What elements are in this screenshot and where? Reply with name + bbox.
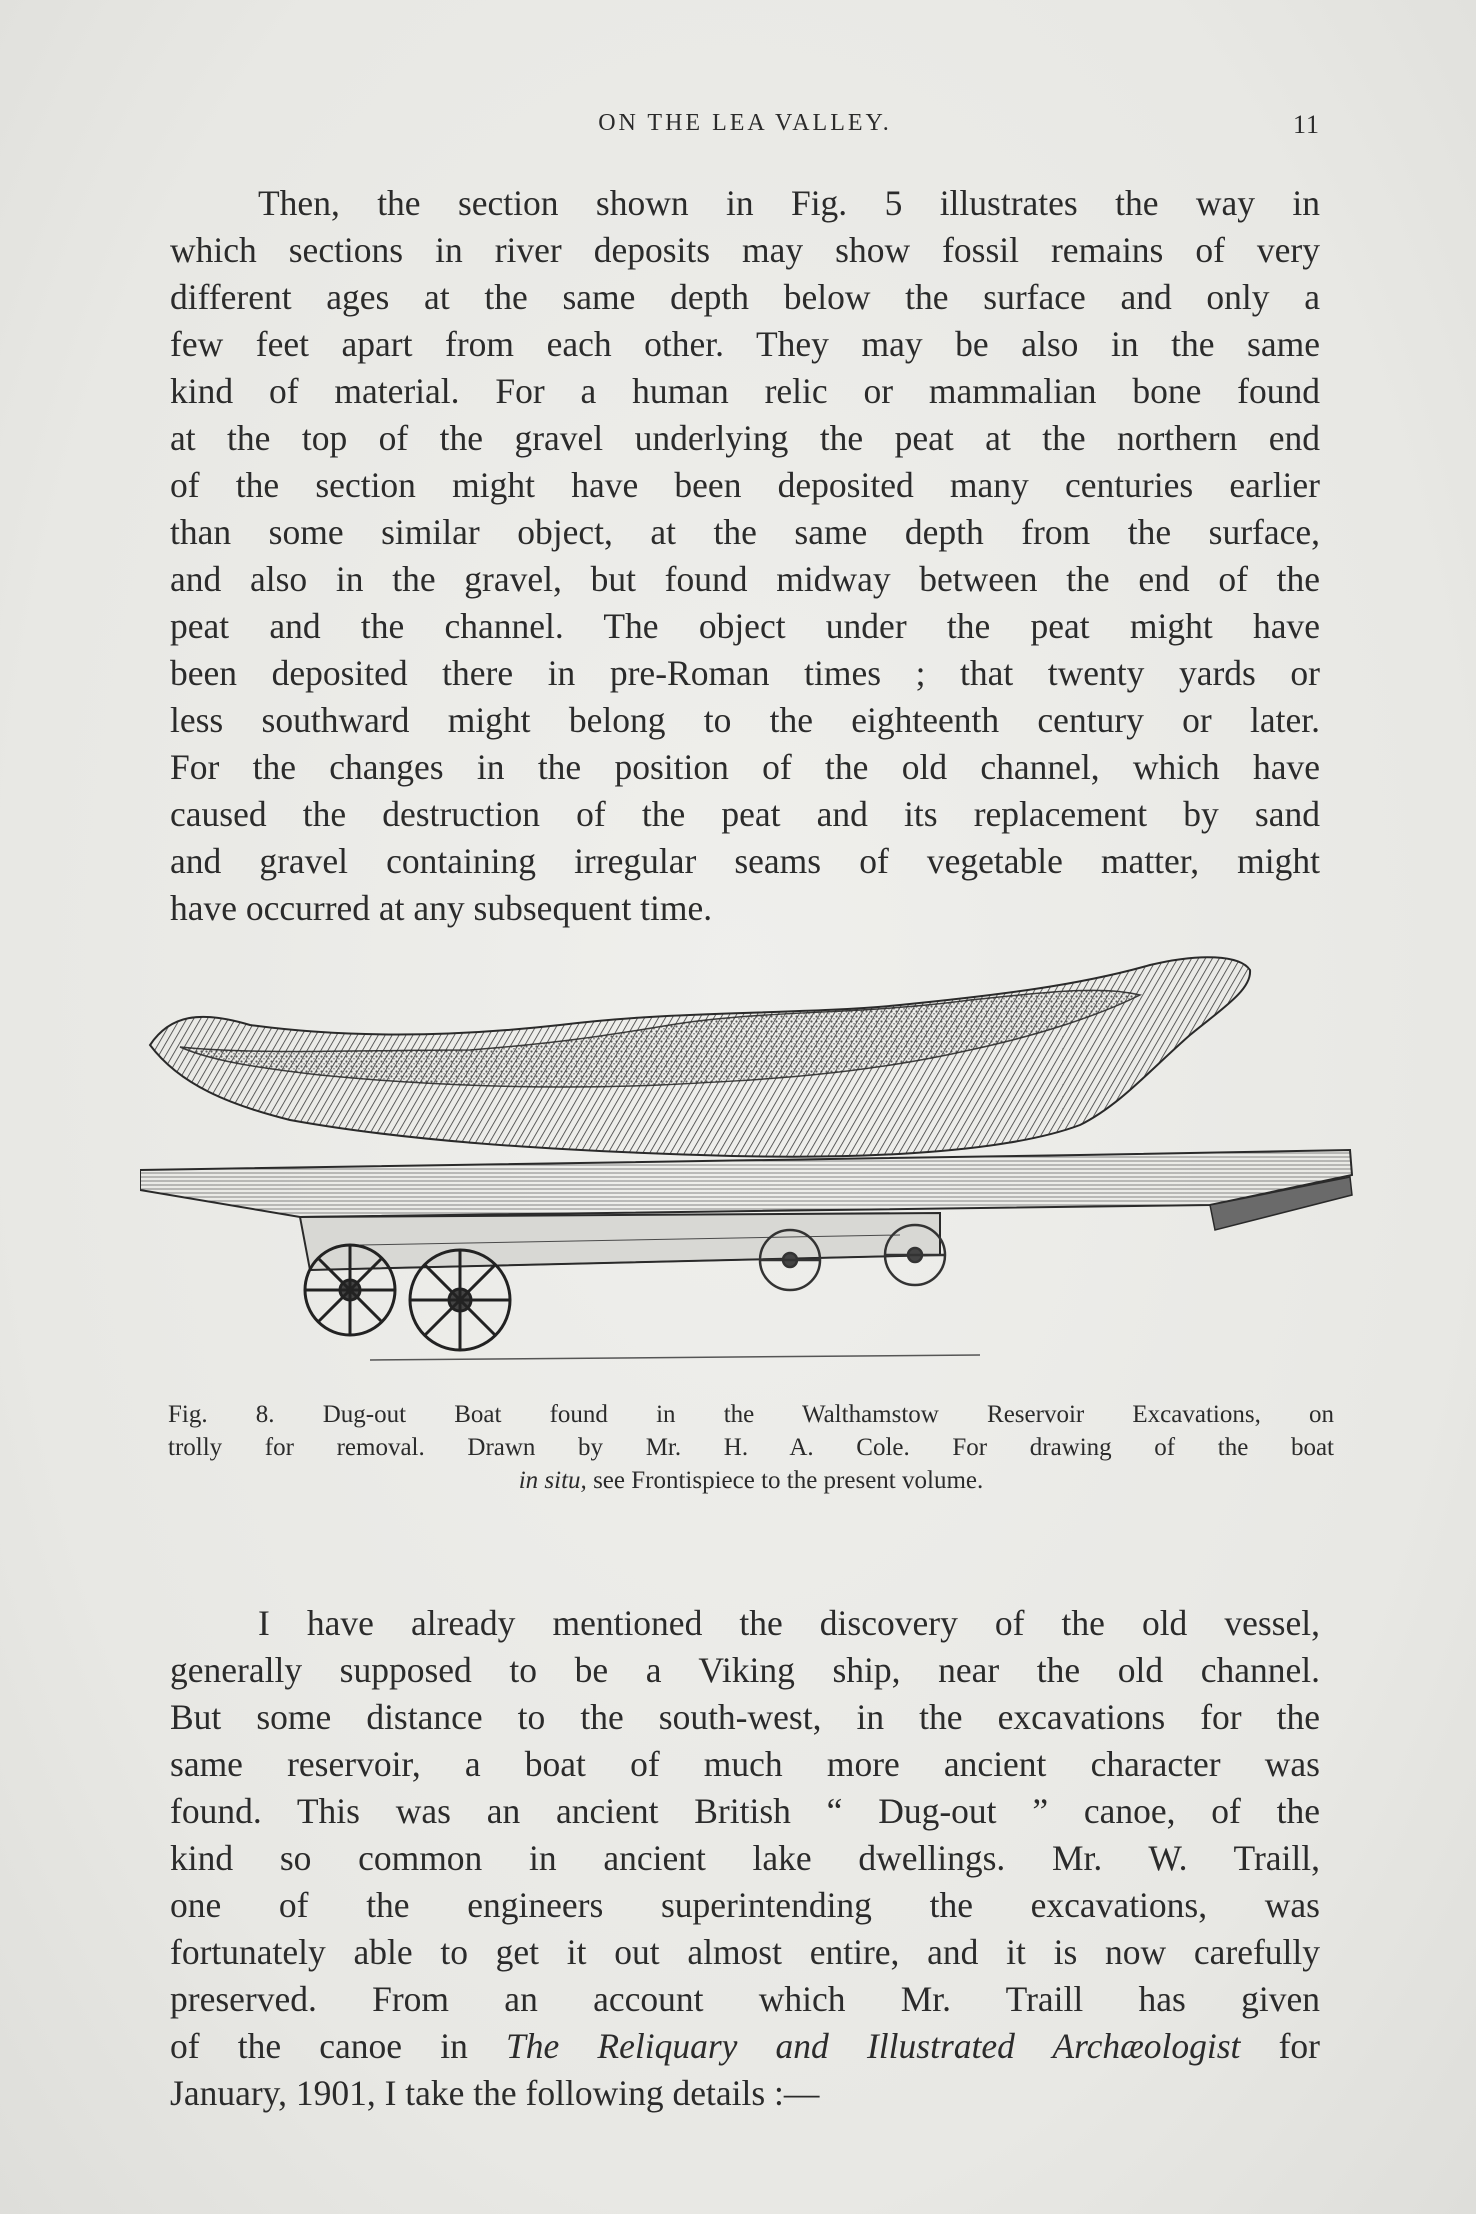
text-line: January, 1901, I take the following details :— bbox=[170, 2073, 820, 2113]
ground-line bbox=[370, 1355, 980, 1360]
text-line: For the changes in the position of the old channel, which have bbox=[170, 747, 1320, 787]
caption-line: trolly for removal. Drawn by Mr. H. A. Cole. For drawing of the boat bbox=[168, 1434, 1334, 1461]
text-line: same reservoir, a boat of much more ancient character was bbox=[170, 1744, 1320, 1784]
trolly-planks bbox=[140, 1150, 1352, 1217]
text-line: generally supposed to be a Viking ship, near the old channel. bbox=[170, 1650, 1320, 1690]
text-line: than some similar object, at the same depth from the surface, bbox=[170, 512, 1320, 552]
text-line: one of the engineers superintending the excavations, was bbox=[170, 1885, 1320, 1925]
running-head bbox=[170, 110, 1320, 150]
page-number: 11 bbox=[1292, 110, 1320, 139]
text-line: at the top of the gravel underlying the peat at the northern end bbox=[170, 418, 1320, 458]
text-line: which sections in river deposits may show fossil remains of very bbox=[170, 230, 1320, 270]
journal-title: The Reliquary and Illustrated Archæologist bbox=[505, 2026, 1241, 2066]
caption-line: Fig. 8. Dug-out Boat found in the Walthamstow Reservoir Excavations, on bbox=[168, 1401, 1334, 1428]
text-line: But some distance to the south-west, in the excavations for the bbox=[170, 1697, 1320, 1737]
figure-caption bbox=[168, 1398, 1334, 1497]
text-line: preserved. From an account which Mr. Traill has given bbox=[170, 1979, 1320, 2019]
text-line: few feet apart from each other. They may be also in the same bbox=[170, 324, 1320, 364]
trolly-wheel bbox=[410, 1250, 510, 1350]
text-segment: of the canoe in bbox=[170, 2026, 506, 2066]
text-line: kind of material. For a human relic or mammalian bone found bbox=[170, 371, 1320, 411]
text-line: caused the destruction of the peat and its replacement by sand bbox=[170, 794, 1320, 834]
text-line: and also in the gravel, but found midway between the end of the bbox=[170, 559, 1320, 599]
paragraph-2 bbox=[170, 1600, 1320, 2117]
caption-line bbox=[168, 1464, 1334, 1497]
trolly-wheel bbox=[305, 1245, 395, 1335]
dugout-boat-illustration bbox=[140, 955, 1380, 1385]
caption-italic: in situ, bbox=[518, 1467, 587, 1494]
text-line: have occurred at any subsequent time. bbox=[170, 888, 713, 928]
text-line: found. This was an ancient British “ Dug-out ” canoe, of the bbox=[170, 1791, 1320, 1831]
text-line: kind so common in ancient lake dwellings. Mr. W. Traill, bbox=[170, 1838, 1320, 1878]
text-line: I have already mentioned the discovery of the old vessel, bbox=[258, 1603, 1320, 1643]
text-line: peat and the channel. The object under the peat might have bbox=[170, 606, 1320, 646]
text-line: fortunately able to get it out almost entire, and it is now carefully bbox=[170, 1932, 1320, 1972]
text-line: and gravel containing irregular seams of vegetable matter, might bbox=[170, 841, 1320, 881]
trolly-frame bbox=[300, 1213, 940, 1270]
paragraph-1 bbox=[170, 180, 1320, 932]
text-line: been deposited there in pre-Roman times ; that twenty yards or bbox=[170, 653, 1320, 693]
caption-text: see Frontispiece to the present volume. bbox=[586, 1467, 984, 1494]
text-line: of the section might have been deposited many centuries earlier bbox=[170, 465, 1320, 505]
text-line: different ages at the same depth below the surface and only a bbox=[170, 277, 1320, 317]
running-head-title: ON THE LEA VALLEY. bbox=[598, 110, 892, 136]
text-line: Then, the section shown in Fig. 5 illustrates the way in bbox=[258, 183, 1320, 223]
text-line bbox=[170, 2023, 1320, 2070]
text-segment: for bbox=[1240, 2026, 1320, 2066]
text-line: less southward might belong to the eighteenth century or later. bbox=[170, 700, 1320, 740]
